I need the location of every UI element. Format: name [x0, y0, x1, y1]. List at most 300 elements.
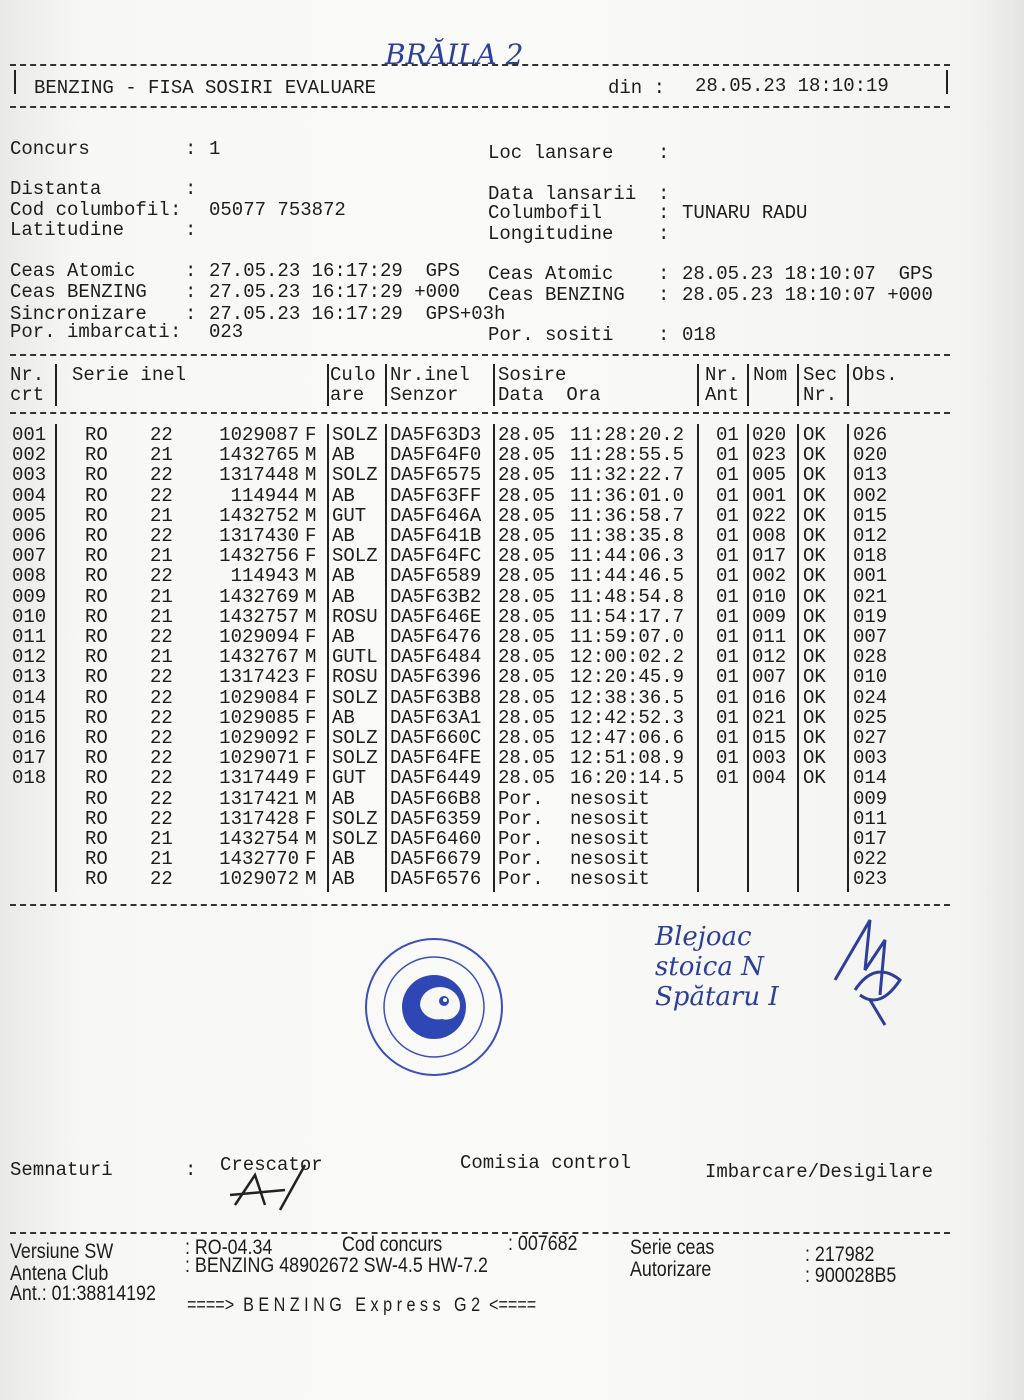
- info-value: TUNARU RADU: [682, 202, 808, 224]
- crescator-label: Crescator: [220, 1154, 323, 1176]
- color: ROSU: [332, 666, 378, 689]
- row-number: 012: [12, 646, 47, 669]
- column-header: Nom: [753, 364, 788, 386]
- sensor-ring: DA5F6576: [390, 868, 482, 891]
- info-sep: :: [185, 281, 197, 303]
- ring-number: 1317421: [219, 787, 299, 810]
- info-sep: :: [185, 219, 197, 241]
- antenna: 01: [716, 686, 739, 709]
- year: 21: [150, 444, 173, 467]
- arrival-time: nesosit: [570, 787, 650, 810]
- arrival-date: 28.05: [498, 525, 556, 547]
- country: RO: [85, 444, 108, 467]
- divider: [10, 1232, 950, 1234]
- arrival-time: 11:32:22.7: [570, 464, 685, 487]
- arrival-date: 28.05: [498, 444, 556, 467]
- year: 22: [150, 525, 173, 547]
- year: 22: [150, 626, 173, 648]
- color: GUT: [332, 504, 367, 527]
- year: 22: [150, 727, 173, 749]
- info-value: 1: [209, 138, 221, 160]
- date-value: 28.05.23 18:10:19: [695, 75, 889, 97]
- sec-nr: OK: [803, 666, 826, 689]
- arrival-time: 12:20:45.9: [570, 666, 685, 689]
- versiune-value: : RO-04.34: [185, 1236, 273, 1259]
- divider: [10, 904, 950, 906]
- info-label: Por. sositi: [488, 324, 614, 346]
- sec-nr: OK: [803, 565, 826, 588]
- arrival-time: 11:48:54.8: [570, 585, 685, 608]
- antenna: 01: [716, 444, 739, 467]
- arrival-time: nesosit: [570, 807, 650, 830]
- year: 22: [150, 484, 173, 507]
- nom: 005: [752, 464, 787, 487]
- arrival-time: 11:36:01.0: [570, 484, 685, 507]
- divider: [10, 354, 950, 356]
- sex: F: [305, 424, 317, 446]
- sex: M: [305, 565, 317, 588]
- sec-nr: OK: [803, 525, 826, 547]
- antenna: 01: [716, 767, 739, 790]
- country: RO: [85, 868, 108, 891]
- info-label: Sincronizare: [10, 303, 147, 325]
- column-header: Sec: [803, 364, 838, 386]
- info-sep: :: [185, 260, 197, 282]
- arrival-date: Por.: [498, 868, 544, 891]
- obs: 027: [853, 727, 888, 749]
- antena-value: : BENZING 48902672 SW-4.5 HW-7.2: [185, 1254, 488, 1277]
- arrival-date: 28.05: [498, 585, 556, 608]
- document-title: BENZING - FISA SOSIRI EVALUARE: [34, 77, 377, 99]
- row-number: 006: [12, 525, 47, 547]
- sec-nr: OK: [803, 767, 826, 790]
- autorizare-value: : 900028B5: [805, 1264, 897, 1287]
- obs: 024: [853, 686, 888, 709]
- sex: F: [305, 727, 317, 749]
- column-header: Nr.: [705, 364, 740, 386]
- sec-nr: OK: [803, 747, 826, 770]
- sensor-ring: DA5F63FF: [390, 484, 482, 507]
- sensor-ring: DA5F63A1: [390, 706, 482, 729]
- sensor-ring: DA5F63B8: [390, 686, 482, 709]
- sex: F: [305, 666, 317, 689]
- color: AB: [332, 626, 355, 648]
- country: RO: [85, 686, 108, 709]
- sec-nr: OK: [803, 646, 826, 669]
- year: 22: [150, 666, 173, 689]
- arrival-time: 11:59:07.0: [570, 626, 685, 648]
- antenna: 01: [716, 646, 739, 669]
- antenna: 01: [716, 585, 739, 608]
- sensor-ring: DA5F6575: [390, 464, 482, 487]
- sec-nr: OK: [803, 727, 826, 749]
- color: SOLZ: [332, 464, 378, 487]
- country: RO: [85, 605, 108, 628]
- sex: F: [305, 747, 317, 770]
- nom: 017: [752, 545, 787, 568]
- country: RO: [85, 706, 108, 729]
- year: 22: [150, 787, 173, 810]
- arrival-date: 28.05: [498, 565, 556, 588]
- column-header: Serie inel: [72, 364, 187, 386]
- signature-commission: [825, 900, 910, 1030]
- arrival-date: 28.05: [498, 464, 556, 487]
- info-sep: :: [658, 284, 670, 306]
- sensor-ring: DA5F646A: [390, 504, 482, 527]
- obs: 012: [853, 525, 888, 547]
- ring-number: 1029085: [219, 706, 299, 729]
- info-value: 018: [682, 324, 717, 346]
- color: SOLZ: [332, 424, 378, 446]
- sensor-ring: DA5F6589: [390, 565, 482, 588]
- info-value: 28.05.23 18:10:07 GPS: [682, 263, 933, 285]
- info-label: Concurs: [10, 138, 90, 160]
- column-divider: [847, 364, 849, 406]
- arrival-date: 28.05: [498, 747, 556, 770]
- row-number: 011: [12, 626, 47, 648]
- arrival-date: Por.: [498, 848, 544, 871]
- color: GUTL: [332, 646, 378, 669]
- antenna: 01: [716, 565, 739, 588]
- row-number: 001: [12, 424, 47, 446]
- year: 21: [150, 545, 173, 568]
- ring-number: 1432769: [219, 585, 299, 608]
- country: RO: [85, 626, 108, 648]
- obs: 026: [853, 424, 888, 446]
- sec-nr: OK: [803, 504, 826, 527]
- info-value: 023: [209, 321, 244, 343]
- country: RO: [85, 545, 108, 568]
- date-label: din :: [608, 77, 666, 99]
- ring-number: 1317430: [219, 525, 299, 547]
- column-header: Ant: [705, 384, 740, 406]
- year: 21: [150, 828, 173, 850]
- signature-crescator: [225, 1160, 315, 1220]
- ring-number: 1029072: [219, 868, 299, 891]
- sec-nr: OK: [803, 464, 826, 487]
- color: SOLZ: [332, 545, 378, 568]
- info-label: Data lansarii: [488, 183, 637, 205]
- country: RO: [85, 525, 108, 547]
- info-label: Ceas Atomic: [488, 263, 614, 285]
- info-sep: :: [658, 223, 670, 245]
- antenna: 01: [716, 626, 739, 648]
- country: RO: [85, 767, 108, 790]
- signatures-label: Semnaturi: [10, 1159, 113, 1181]
- obs: 028: [853, 646, 888, 669]
- sec-nr: OK: [803, 686, 826, 709]
- antenna: 01: [716, 484, 739, 507]
- nom: 004: [752, 767, 787, 790]
- color: ROSU: [332, 605, 378, 628]
- row-number: 007: [12, 545, 47, 568]
- arrival-date: Por.: [498, 807, 544, 830]
- antenna: 01: [716, 525, 739, 547]
- autorizare-label: Autorizare: [630, 1258, 712, 1281]
- obs: 009: [853, 787, 888, 810]
- sex: F: [305, 706, 317, 729]
- sex: M: [305, 828, 317, 850]
- border-left: [14, 70, 16, 94]
- column-divider: [327, 424, 329, 892]
- arrival-time: 16:20:14.5: [570, 767, 685, 790]
- obs: 019: [853, 605, 888, 628]
- sensor-ring: DA5F6679: [390, 848, 482, 871]
- column-header: are: [330, 384, 365, 406]
- sensor-ring: DA5F6476: [390, 626, 482, 648]
- ring-number: 1432756: [219, 545, 299, 568]
- sensor-ring: DA5F64F0: [390, 444, 482, 467]
- sex: M: [305, 484, 317, 507]
- sensor-ring: DA5F6396: [390, 666, 482, 689]
- arrival-date: 28.05: [498, 545, 556, 568]
- color: SOLZ: [332, 686, 378, 709]
- ring-number: 1317423: [219, 666, 299, 689]
- year: 22: [150, 747, 173, 770]
- column-header: Data Ora: [498, 384, 601, 406]
- handwritten-location: BRĂILA 2: [385, 38, 524, 71]
- arrival-date: Por.: [498, 828, 544, 850]
- info-value: 27.05.23 16:17:29 GPS+03h: [209, 303, 506, 325]
- row-number: 017: [12, 747, 47, 770]
- arrival-date: 28.05: [498, 646, 556, 669]
- color: AB: [332, 706, 355, 729]
- row-number: 010: [12, 605, 47, 628]
- color: SOLZ: [332, 828, 378, 850]
- sex: M: [305, 787, 317, 810]
- nom: 012: [752, 646, 787, 669]
- sensor-ring: DA5F63D3: [390, 424, 482, 446]
- arrival-time: 12:42:52.3: [570, 706, 685, 729]
- row-number: 005: [12, 504, 47, 527]
- column-divider: [797, 364, 799, 406]
- comisia-label: Comisia control: [460, 1152, 632, 1174]
- row-number: 018: [12, 767, 47, 790]
- federation-stamp: [362, 935, 507, 1080]
- divider: [10, 412, 950, 414]
- color: AB: [332, 868, 355, 891]
- arrival-time: 11:38:35.8: [570, 525, 685, 547]
- nom: 007: [752, 666, 787, 689]
- row-number: 002: [12, 444, 47, 467]
- arrival-time: 11:28:55.5: [570, 444, 685, 467]
- column-header: Nr.: [10, 364, 45, 386]
- sex: M: [305, 464, 317, 487]
- column-divider: [697, 364, 699, 406]
- obs: 020: [853, 444, 888, 467]
- antenna: 01: [716, 747, 739, 770]
- ring-number: 1432757: [219, 605, 299, 628]
- year: 22: [150, 424, 173, 446]
- obs: 021: [853, 585, 888, 608]
- sec-nr: OK: [803, 605, 826, 628]
- info-sep: :: [658, 324, 670, 346]
- info-label: Loc lansare: [488, 142, 614, 164]
- sex: F: [305, 686, 317, 709]
- nom: 022: [752, 504, 787, 527]
- color: AB: [332, 525, 355, 547]
- year: 22: [150, 767, 173, 790]
- sex: F: [305, 767, 317, 790]
- row-number: 016: [12, 727, 47, 749]
- year: 22: [150, 807, 173, 830]
- color: AB: [332, 787, 355, 810]
- serie-ceas-value: : 217982: [805, 1243, 875, 1266]
- info-sep: :: [185, 138, 197, 160]
- ring-number: 1432767: [219, 646, 299, 669]
- info-sep: :: [658, 263, 670, 285]
- row-number: 008: [12, 565, 47, 588]
- antenna: 01: [716, 464, 739, 487]
- arrival-date: 28.05: [498, 727, 556, 749]
- arrival-time: 12:51:08.9: [570, 747, 685, 770]
- info-sep: :: [170, 199, 182, 221]
- arrival-time: 12:00:02.2: [570, 646, 685, 669]
- country: RO: [85, 504, 108, 527]
- info-label: Latitudine: [10, 219, 125, 241]
- color: AB: [332, 444, 355, 467]
- arrival-time: 11:54:17.7: [570, 605, 685, 628]
- sex: M: [305, 504, 317, 527]
- sex: F: [305, 545, 317, 568]
- nom: 003: [752, 747, 787, 770]
- info-label: Ceas BENZING: [10, 281, 147, 303]
- antenna-id: Ant.: 01:38814192: [10, 1282, 156, 1305]
- nom: 011: [752, 626, 787, 648]
- sensor-ring: DA5F660C: [390, 727, 482, 749]
- sex: M: [305, 585, 317, 608]
- arrival-time: 12:38:36.5: [570, 686, 685, 709]
- column-divider: [55, 364, 57, 406]
- sensor-ring: DA5F6484: [390, 646, 482, 669]
- obs: 015: [853, 504, 888, 527]
- obs: 017: [853, 828, 888, 850]
- benzing-banner: ====> B E N Z I N G E x p r e s s G 2 <====: [187, 1295, 537, 1316]
- column-header: Culo: [330, 364, 376, 386]
- column-divider: [747, 364, 749, 406]
- ring-number: 1029084: [219, 686, 299, 709]
- arrival-time: 12:47:06.6: [570, 727, 685, 749]
- column-divider: [493, 424, 495, 892]
- antenna: 01: [716, 504, 739, 527]
- ring-number: 1029094: [219, 626, 299, 648]
- sec-nr: OK: [803, 484, 826, 507]
- column-divider: [797, 424, 799, 892]
- commission-names: Blejoac stoica N Spătaru I: [655, 922, 779, 1012]
- info-sep: :: [658, 202, 670, 224]
- nom: 002: [752, 565, 787, 588]
- column-divider: [385, 424, 387, 892]
- antenna: 01: [716, 666, 739, 689]
- arrival-time: nesosit: [570, 868, 650, 891]
- info-label: Ceas Atomic: [10, 260, 136, 282]
- info-label: Cod columbofil: [10, 199, 170, 221]
- divider: [10, 106, 950, 108]
- column-header: Nr.inel: [390, 364, 470, 386]
- antenna: 01: [716, 605, 739, 628]
- obs: 003: [853, 747, 888, 770]
- color: SOLZ: [332, 727, 378, 749]
- sex: F: [305, 525, 317, 547]
- country: RO: [85, 424, 108, 446]
- column-divider: [327, 364, 329, 406]
- cod-concurs-label: Cod concurs: [342, 1233, 443, 1256]
- sensor-ring: DA5F641B: [390, 525, 482, 547]
- nom: 001: [752, 484, 787, 507]
- arrival-date: 28.05: [498, 424, 556, 446]
- column-divider: [385, 364, 387, 406]
- arrival-date: 28.05: [498, 666, 556, 689]
- cod-concurs-value: : 007682: [508, 1232, 578, 1255]
- ring-number: 114943: [230, 565, 299, 588]
- arrival-time: nesosit: [570, 848, 650, 871]
- arrival-date: 28.05: [498, 706, 556, 729]
- row-number: 014: [12, 686, 47, 709]
- sensor-ring: DA5F64FC: [390, 545, 482, 568]
- year: 22: [150, 464, 173, 487]
- sensor-ring: DA5F6359: [390, 807, 482, 830]
- obs: 025: [853, 706, 888, 729]
- sensor-ring: DA5F63B2: [390, 585, 482, 608]
- signatures-sep: :: [185, 1159, 197, 1181]
- info-sep: :: [658, 183, 670, 205]
- country: RO: [85, 565, 108, 588]
- arrival-date: 28.05: [498, 626, 556, 648]
- ring-number: 1432752: [219, 504, 299, 527]
- versiune-label: Versiune SW: [10, 1240, 114, 1263]
- color: SOLZ: [332, 747, 378, 770]
- arrival-date: 28.05: [498, 605, 556, 628]
- info-sep: :: [185, 303, 197, 325]
- country: RO: [85, 464, 108, 487]
- column-divider: [847, 424, 849, 892]
- arrival-date: 28.05: [498, 484, 556, 507]
- sec-nr: OK: [803, 545, 826, 568]
- row-number: 009: [12, 585, 47, 608]
- year: 21: [150, 585, 173, 608]
- info-label: Longitudine: [488, 223, 614, 245]
- sensor-ring: DA5F6460: [390, 828, 482, 850]
- ring-number: 1317428: [219, 807, 299, 830]
- nom: 010: [752, 585, 787, 608]
- year: 22: [150, 706, 173, 729]
- country: RO: [85, 848, 108, 871]
- obs: 023: [853, 868, 888, 891]
- antenna: 01: [716, 424, 739, 446]
- antenna: 01: [716, 727, 739, 749]
- antenna: 01: [716, 545, 739, 568]
- nom: 023: [752, 444, 787, 467]
- country: RO: [85, 666, 108, 689]
- ring-number: 1432754: [219, 828, 299, 850]
- column-header: Sosire: [498, 364, 567, 386]
- arrival-date: 28.05: [498, 686, 556, 709]
- nom: 008: [752, 525, 787, 547]
- country: RO: [85, 585, 108, 608]
- arrival-date: Por.: [498, 787, 544, 810]
- country: RO: [85, 807, 108, 830]
- ring-number: 114944: [230, 484, 299, 507]
- sex: M: [305, 646, 317, 669]
- column-header: Senzor: [390, 384, 459, 406]
- color: SOLZ: [332, 807, 378, 830]
- ring-number: 1029092: [219, 727, 299, 749]
- arrival-date: 28.05: [498, 504, 556, 527]
- sec-nr: OK: [803, 424, 826, 446]
- nom: 015: [752, 727, 787, 749]
- info-value: 27.05.23 16:17:29 GPS: [209, 260, 460, 282]
- ring-number: 1432765: [219, 444, 299, 467]
